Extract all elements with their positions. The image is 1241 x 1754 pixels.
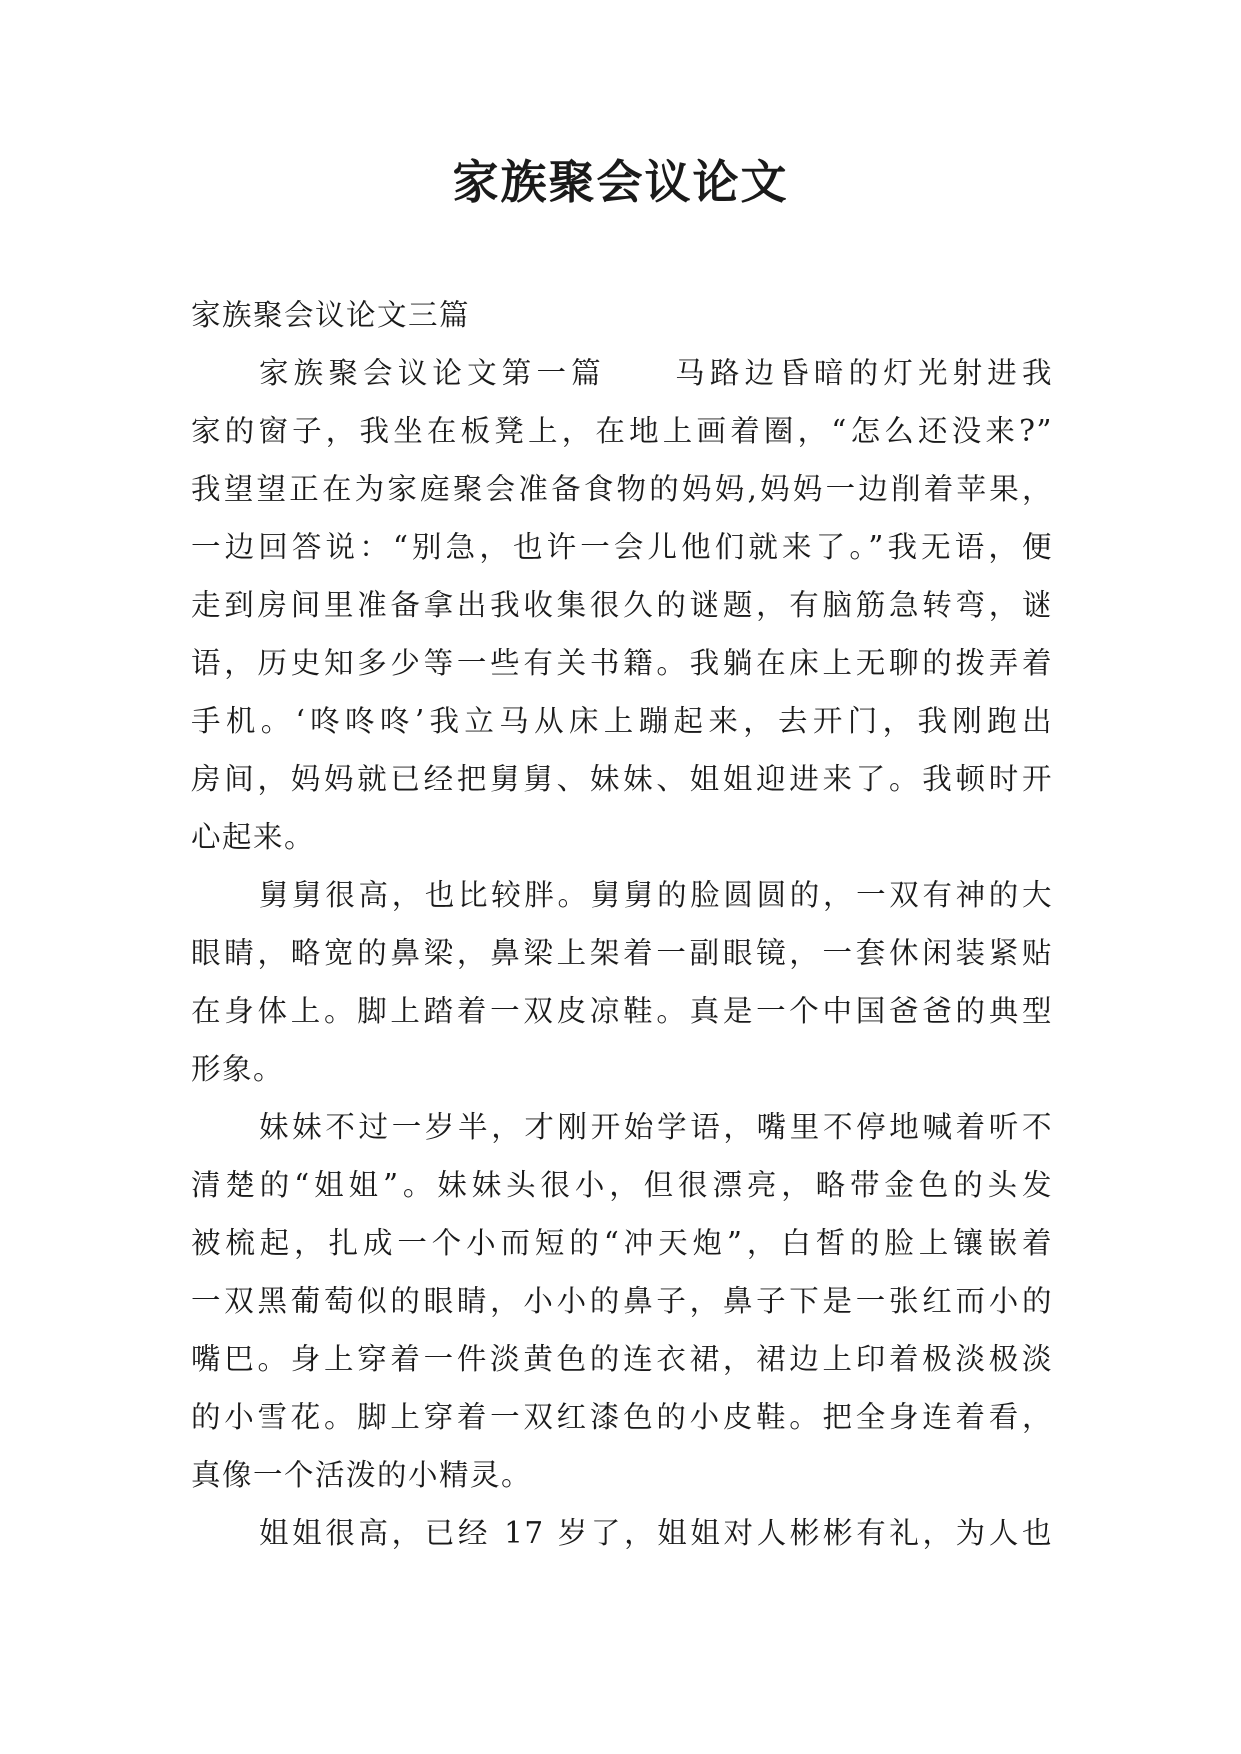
text-line: 被梳起，扎成一个小而短的“冲天炮”，白皙的脸上镶嵌着: [191, 1226, 1053, 1260]
text-line: 妹妹不过一岁半，才刚开始学语，嘴里不停地喊着听不: [259, 1110, 1053, 1144]
text-line: 语，历史知多少等一些有关书籍。我躺在床上无聊的拨弄着: [191, 646, 1053, 680]
text-line: 家族聚会议论文第一篇 马路边昏暗的灯光射进我: [259, 356, 1053, 390]
text-line: 一双黑葡萄似的眼睛，小小的鼻子，鼻子下是一张红而小的: [191, 1284, 1053, 1318]
text-line: 清楚的“姐姐”。妹妹头很小，但很漂亮，略带金色的头发: [191, 1168, 1053, 1202]
text-line: 房间，妈妈就已经把舅舅、妹妹、姐姐迎进来了。我顿时开: [191, 762, 1053, 796]
text-line: 心起来。: [191, 820, 316, 854]
text-line: 真像一个活泼的小精灵。: [191, 1458, 533, 1492]
text-line: 在身体上。脚上踏着一双皮凉鞋。真是一个中国爸爸的典型: [191, 994, 1053, 1028]
text-line: 姐姐很高，已经 17 岁了，姐姐对人彬彬有礼，为人也: [259, 1516, 1053, 1550]
text-line: 形象。: [191, 1052, 285, 1086]
text-line: 家的窗子，我坐在板凳上，在地上画着圈，“怎么还没来?”: [191, 414, 1053, 448]
subtitle-line: 家族聚会议论文三篇: [191, 298, 471, 332]
text-line: 的小雪花。脚上穿着一双红漆色的小皮鞋。把全身连着看，: [191, 1400, 1053, 1434]
text-line: 我望望正在为家庭聚会准备食物的妈妈,妈妈一边削着苹果，: [191, 472, 1053, 506]
document-body: [191, 286, 1053, 1562]
text-line: 嘴巴。身上穿着一件淡黄色的连衣裙，裙边上印着极淡极淡: [191, 1342, 1053, 1376]
text-line: 眼睛，略宽的鼻梁，鼻梁上架着一副眼镜，一套休闲装紧贴: [191, 936, 1053, 970]
document-title: 家族聚会议论文: [452, 155, 789, 209]
text-line: 舅舅很高，也比较胖。舅舅的脸圆圆的，一双有神的大: [259, 878, 1053, 912]
text-line: 手机。‘咚咚咚’我立马从床上蹦起来，去开门，我刚跑出: [191, 704, 1053, 738]
text-line: 走到房间里准备拿出我收集很久的谜题，有脑筋急转弯，谜: [191, 588, 1053, 622]
text-line: 一边回答说：“别急，也许一会儿他们就来了。”我无语，便: [191, 530, 1053, 564]
